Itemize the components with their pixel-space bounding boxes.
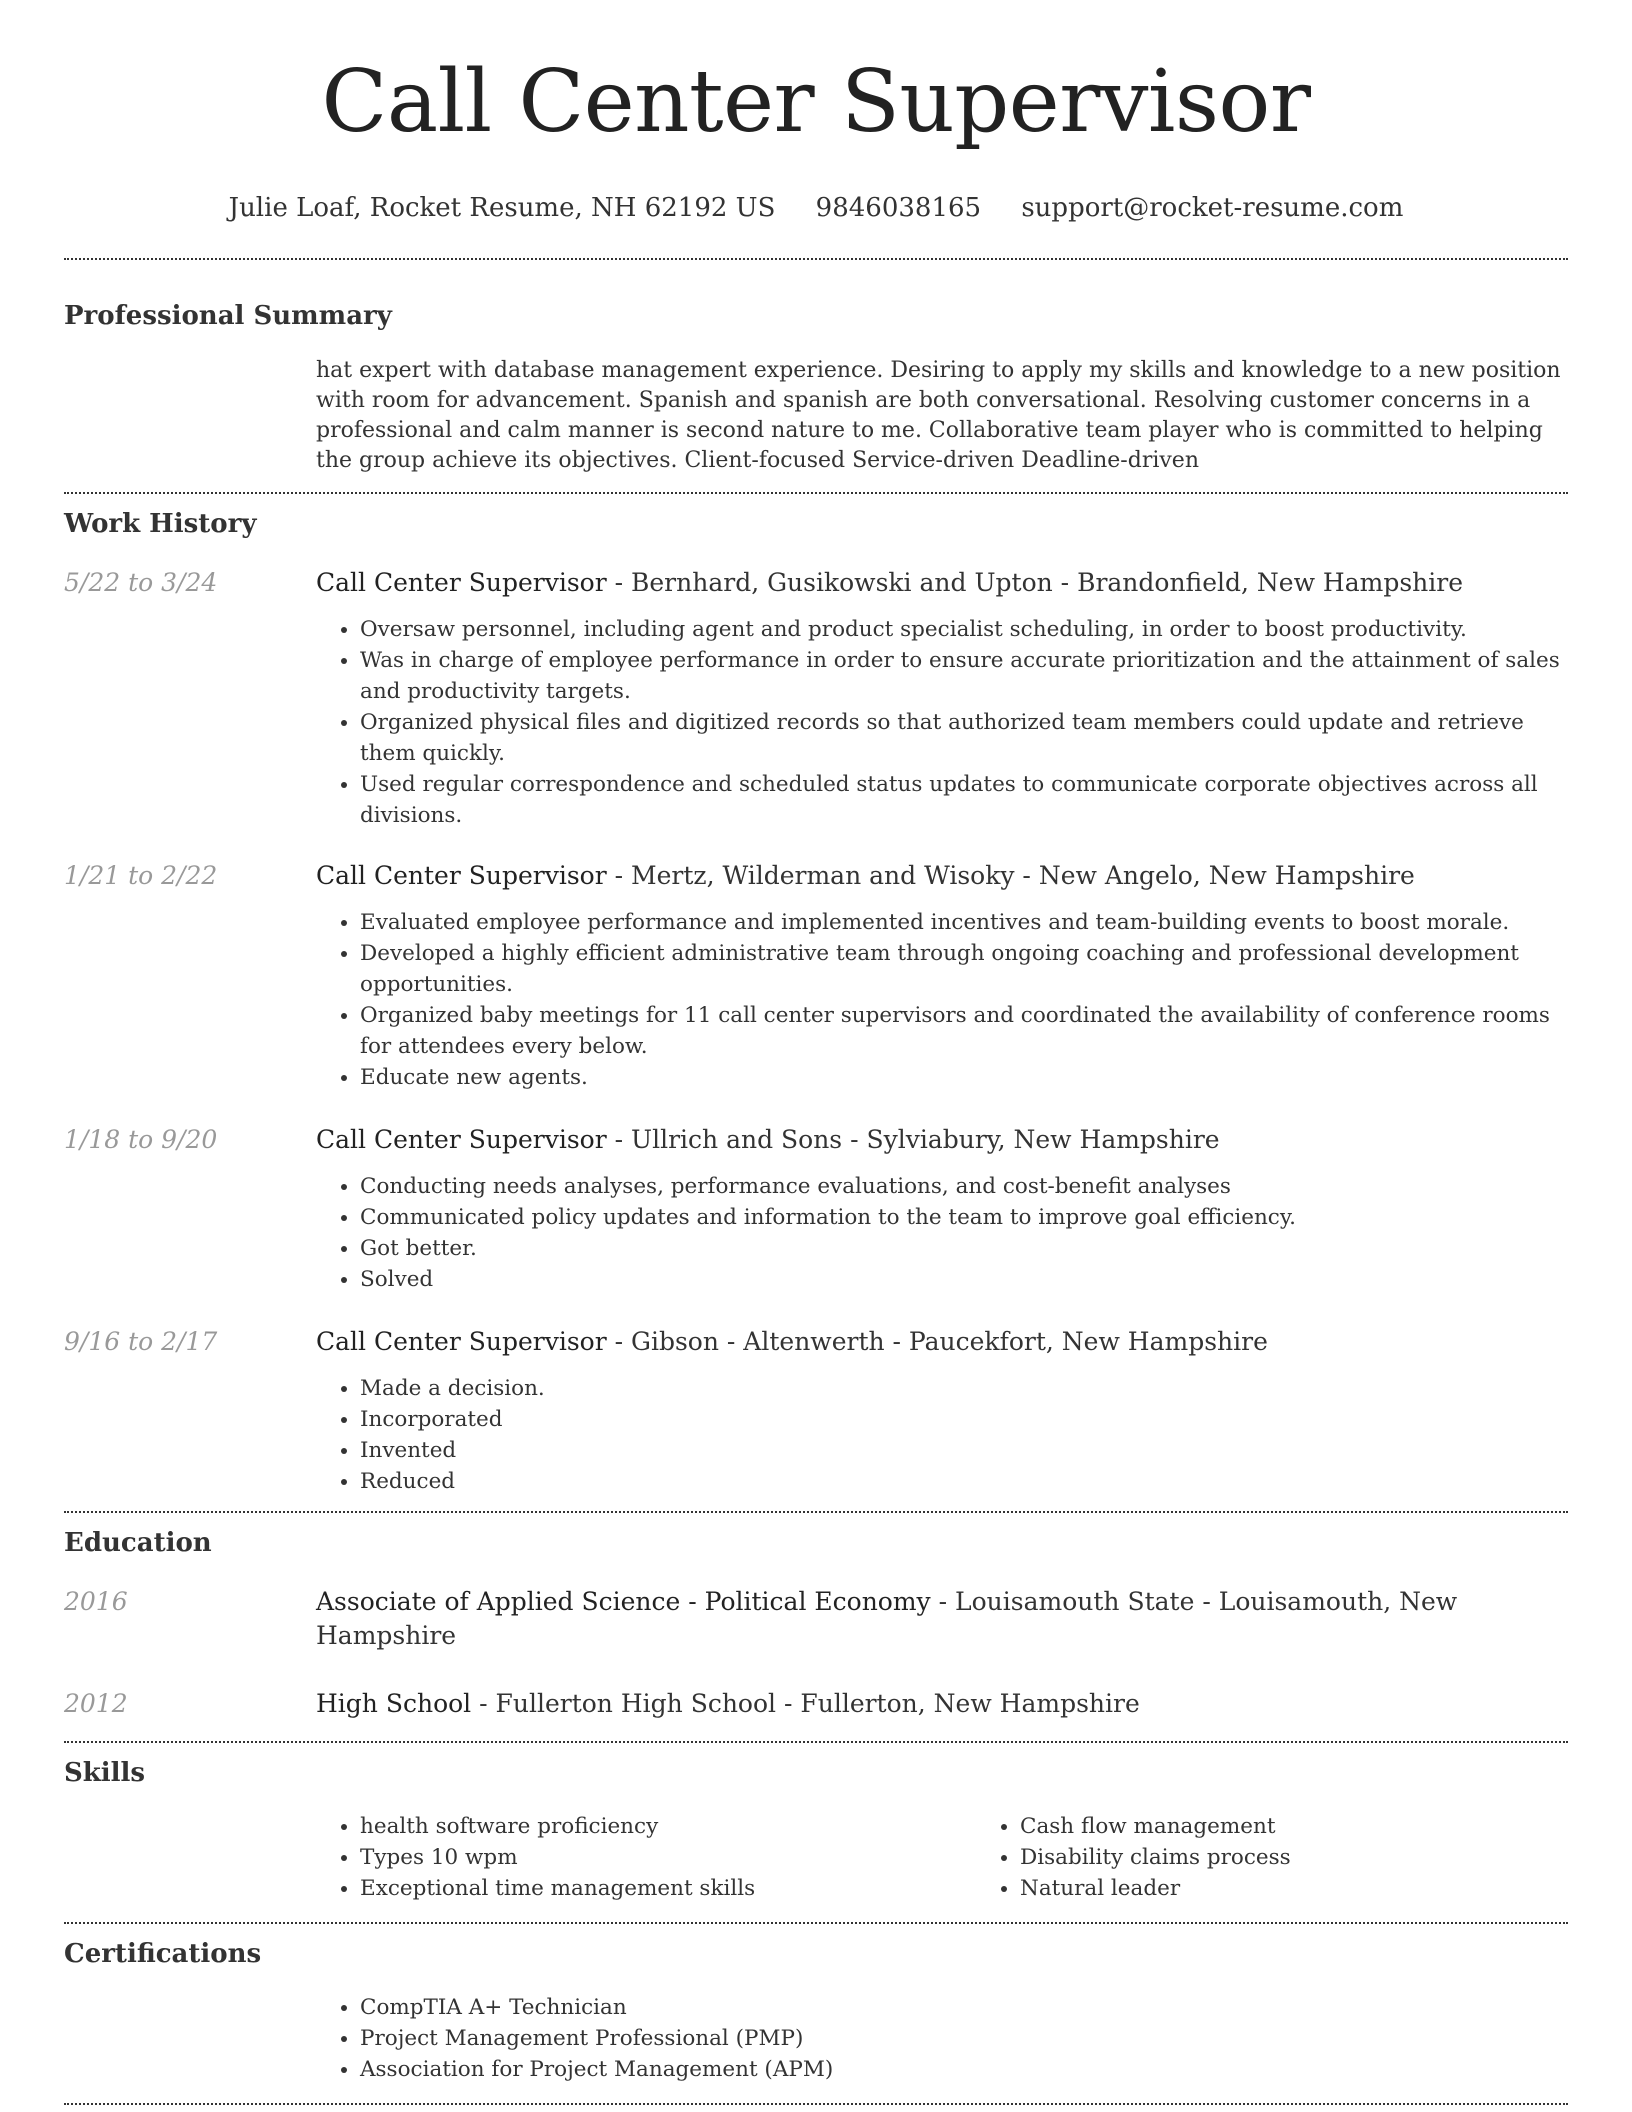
list-item: • Types 10 wpm <box>360 1842 976 1873</box>
education-entry <box>64 1687 1568 1721</box>
job-title: Call Center Supervisor <box>316 568 607 597</box>
summary-left-spacer <box>64 356 316 476</box>
list-item: • Used regular correspondence and scheduled status updates to communicate corporate objectives across all divisions. <box>360 769 1568 831</box>
job-title: Call Center Supervisor <box>316 1327 607 1356</box>
job-bullets <box>316 907 1568 1093</box>
divider <box>64 492 1568 494</box>
list-item: • Oversaw personnel, including agent and product specialist scheduling, in order to boost productivity. <box>360 614 1568 645</box>
job-dates: 5/22 to 3/24 <box>64 568 218 597</box>
job-title: Call Center Supervisor <box>316 1125 607 1154</box>
section-title-skills: Skills <box>64 1758 146 1788</box>
job-dates: 9/16 to 2/17 <box>64 1327 218 1356</box>
job-employer: - Ullrich and Sons - Sylviabury, New Hampshire <box>606 1125 1220 1154</box>
list-item: • Evaluated employee performance and implemented incentives and team-building events to boost morale. <box>360 907 1568 938</box>
divider <box>64 258 1568 260</box>
list-item: • CompTIA A+ Technician <box>360 1992 1568 2023</box>
education-details <box>316 1687 1568 1721</box>
section-title-certifications: Certifications <box>64 1939 262 1969</box>
list-item: • Was in charge of employee performance in order to ensure accurate prioritization and the attainment of sales and productivity targets. <box>360 645 1568 707</box>
education-year: 2012 <box>64 1689 128 1718</box>
list-item: • Conducting needs analyses, performance evaluations, and cost-benefit analyses <box>360 1171 1568 1202</box>
contact-address: Julie Loaf, Rocket Resume, NH 62192 US <box>228 193 776 223</box>
job-entry <box>64 566 1568 831</box>
section-title-education: Education <box>64 1528 212 1558</box>
job-entry <box>64 1325 1568 1497</box>
list-item: • Educate new agents. <box>360 1062 1568 1093</box>
skills-list-right <box>976 1811 1632 1904</box>
contact-email: support@rocket-resume.com <box>1021 193 1404 223</box>
education-school: - Louisamouth State - Louisamouth, New Hampshire <box>316 1587 1458 1650</box>
job-title: Call Center Supervisor <box>316 861 607 890</box>
list-item: • Developed a highly efficient administrative team through ongoing coaching and professional development opportunities. <box>360 938 1568 1000</box>
summary-text: hat expert with database management experience. Desiring to apply my skills and knowledge to a new position with room for advancement. Spanish and spanish are both conversational. Resolving customer concerns in a professional and calm manner is second nature to me. Collaborative team player who is committed to helping the group achieve its objectives. Client-focused Service-driven Deadline-driven <box>316 358 1561 473</box>
divider <box>64 1511 1568 1513</box>
contact-phone: 9846038165 <box>815 193 982 223</box>
certifications-left-spacer <box>64 1992 316 2085</box>
job-employer: - Bernhard, Gusikowski and Upton - Brandonfield, New Hampshire <box>606 568 1464 597</box>
page-title: Call Center Supervisor <box>321 52 1311 152</box>
list-item: • Project Management Professional (PMP) <box>360 2023 1568 2054</box>
certifications-section <box>64 1938 1568 2085</box>
contact-line <box>64 192 1568 224</box>
summary-section <box>64 300 1568 476</box>
section-title-work: Work History <box>64 509 257 539</box>
education-details <box>316 1585 1568 1653</box>
certifications-list <box>316 1992 1568 2085</box>
list-item: • Exceptional time management skills <box>360 1873 976 1904</box>
skills-list-left <box>316 1811 976 1904</box>
list-item: • Made a decision. <box>360 1373 1568 1404</box>
job-entry <box>64 1123 1568 1295</box>
list-item: • Reduced <box>360 1466 1568 1497</box>
divider <box>64 2103 1568 2105</box>
job-bullets <box>316 1373 1568 1497</box>
education-entry <box>64 1585 1568 1653</box>
job-bullets <box>316 1171 1568 1295</box>
list-item: • Solved <box>360 1264 1568 1295</box>
divider <box>64 1922 1568 1924</box>
list-item: • Association for Project Management (APM) <box>360 2054 1568 2085</box>
list-item: • Communicated policy updates and information to the team to improve goal efficiency. <box>360 1202 1568 1233</box>
job-heading <box>316 859 1568 893</box>
list-item: • health software proficiency <box>360 1811 976 1842</box>
job-dates: 1/21 to 2/22 <box>64 861 218 890</box>
job-entry <box>64 859 1568 1093</box>
skills-section <box>64 1757 1568 1904</box>
job-bullets <box>316 614 1568 831</box>
list-item: • Natural leader <box>1020 1873 1632 1904</box>
education-school: - Fullerton High School - Fullerton, New Hampshire <box>471 1689 1140 1718</box>
job-employer: - Gibson - Altenwerth - Paucekfort, New Hampshire <box>606 1327 1268 1356</box>
section-title-summary: Professional Summary <box>64 301 392 331</box>
list-item: • Incorporated <box>360 1404 1568 1435</box>
list-item: • Organized physical files and digitized records so that authorized team members could update and retrieve them quickly. <box>360 707 1568 769</box>
job-employer: - Mertz, Wilderman and Wisoky - New Angelo, New Hampshire <box>606 861 1415 890</box>
list-item: • Disability claims process <box>1020 1842 1632 1873</box>
work-section <box>64 508 1568 1497</box>
education-section <box>64 1527 1568 1721</box>
job-heading <box>316 566 1568 600</box>
job-heading <box>316 1123 1568 1157</box>
job-heading <box>316 1325 1568 1359</box>
education-degree: Associate of Applied Science - Political Economy <box>316 1587 931 1616</box>
list-item: • Organized baby meetings for 11 call center supervisors and coordinated the availability of conference rooms for attendees every below. <box>360 1000 1568 1062</box>
list-item: • Cash flow management <box>1020 1811 1632 1842</box>
list-item: • Got better. <box>360 1233 1568 1264</box>
education-degree: High School <box>316 1689 472 1718</box>
job-dates: 1/18 to 9/20 <box>64 1125 218 1154</box>
divider <box>64 1741 1568 1743</box>
education-year: 2016 <box>64 1587 128 1616</box>
list-item: • Invented <box>360 1435 1568 1466</box>
skills-left-spacer <box>64 1811 316 1904</box>
